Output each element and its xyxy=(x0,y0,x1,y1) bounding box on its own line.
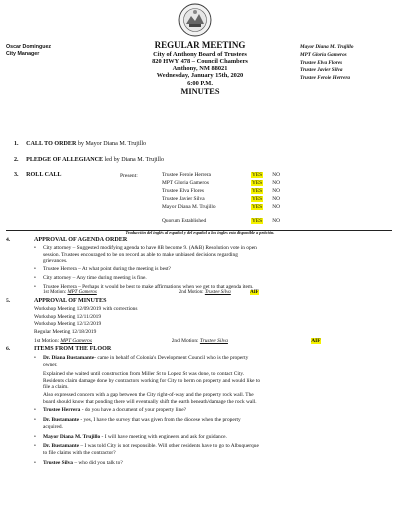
item-text: grievances. xyxy=(43,258,68,265)
section-number: 3. xyxy=(14,172,19,178)
no-mark: NO xyxy=(272,180,280,186)
roll-row xyxy=(162,172,280,180)
section-roll-call xyxy=(14,172,62,178)
city-seal-icon xyxy=(178,3,212,37)
speaker-name: Trustee Herrera xyxy=(43,407,81,413)
section-title: PLEDGE OF ALLEGIANCE xyxy=(26,157,104,163)
speaker-name: Dr. Bustamante xyxy=(43,443,80,449)
section-call-to-order xyxy=(14,141,146,147)
board-name: City of Anthony Board of Trustees xyxy=(153,50,247,58)
item-text xyxy=(43,355,248,368)
section-text: led by Diana M. Trujillo xyxy=(103,157,165,163)
quorum-row xyxy=(162,218,280,226)
board-member: MPT Gloria Gameros xyxy=(300,51,347,58)
roll-row xyxy=(162,204,280,212)
section-title: ITEMS FROM THE FLOOR xyxy=(34,346,112,352)
item-text xyxy=(43,417,241,430)
item-text xyxy=(43,434,227,441)
header-left xyxy=(6,44,51,58)
speaker-name: Trustee Silva xyxy=(43,460,73,466)
motion-result: AIF xyxy=(311,338,321,344)
header-center xyxy=(110,41,290,96)
speaker-text: came in behalf of Colonia's Development Council who is the property xyxy=(95,355,249,361)
meeting-address: 820 HWY 478 – Council Chambers xyxy=(152,57,248,65)
list-item xyxy=(43,245,257,265)
yes-mark: YES xyxy=(252,196,263,202)
item-text: Trustee Herrera – At what point during the meeting is best? xyxy=(43,266,171,272)
section-number: 6. xyxy=(6,346,11,352)
meeting-date: Wednesday, January 15th, 2020 xyxy=(156,72,244,80)
yes-mark: YES xyxy=(252,172,263,178)
list-item: Regular Meeting 12/18/2019 xyxy=(34,328,97,335)
motion-line xyxy=(34,338,321,345)
list-item: • xyxy=(34,266,36,272)
translation-note: Traducción del inglés al español y del español a los ingles esta disponible a petición. xyxy=(125,230,275,235)
list-item: • xyxy=(34,443,36,449)
speaker-name: Dr. Diana Bustamante- xyxy=(43,355,96,361)
board-member: Trustee Feroie Herrera xyxy=(300,75,350,82)
list-item: • xyxy=(34,417,36,423)
list-item: • xyxy=(34,434,36,440)
speaker-text: acquired. xyxy=(43,423,63,430)
list-item: Workshop Meeting 12/09/2019 with corrections xyxy=(34,306,138,312)
meeting-time: 6:00 P.M. xyxy=(187,79,213,87)
member-name: Trustee Javier Silva xyxy=(162,196,205,202)
speaker-text: - yes, I have the survey that was given from the diocese when the property xyxy=(79,417,241,423)
member-name: Mayor Diana M. Trujillo xyxy=(162,204,216,210)
list-item: • xyxy=(34,407,36,413)
yes-mark: YES xyxy=(252,180,263,186)
paragraph-line: board should know that ponding there will eventually shift the earth beneath/damage the rock wall. xyxy=(43,398,257,405)
item-text: Trustee Herrera – Perhaps it would be best to make affirmations when we get to that agenda item. xyxy=(43,284,254,290)
section-pledge xyxy=(14,157,164,163)
board-member: Trustee Javier Silva xyxy=(300,67,343,74)
motion-value: Trustee Silva xyxy=(199,338,228,344)
quorum-label: Quorum Established xyxy=(162,218,207,224)
section-text: by Mayor Diana M. Trujillo xyxy=(76,141,147,147)
city-manager-name: Oscar Dominguez xyxy=(6,44,52,50)
paragraph-line: Residents claim damage done by contractors working for City to berm on property and would like to xyxy=(43,377,261,384)
paragraph xyxy=(43,392,257,405)
motion-result: AIF xyxy=(250,290,259,295)
no-mark: NO xyxy=(272,204,280,210)
present-label: Present: xyxy=(120,173,138,179)
section-number: 2. xyxy=(14,157,19,163)
paragraph-line: file a claim. xyxy=(43,384,69,391)
paragraph-line: Explained she waited until construction from Miller St to Lopez St was done, to contact City. xyxy=(43,371,245,377)
motion-label: 2nd Motion: xyxy=(178,290,204,295)
section-title: CALL TO ORDER xyxy=(26,141,77,147)
list-item: • xyxy=(34,355,36,361)
motion-label: 2nd Motion: xyxy=(171,338,199,344)
item-text: session. Trustees encouraged to be on record as able to make unbiased decisions regarding xyxy=(43,251,238,258)
speaker-text: - do you have a document of your property line? xyxy=(80,407,187,413)
item-text: City attorney – Any time during meeting is fine. xyxy=(43,275,147,281)
list-item: • xyxy=(34,275,36,281)
meeting-type: REGULAR MEETING xyxy=(154,40,246,50)
yes-mark: YES xyxy=(252,204,263,210)
meeting-city: Anthony, NM 88021 xyxy=(172,65,228,73)
list-item: • xyxy=(34,460,36,466)
speaker-name: Dr. Bustamante xyxy=(43,417,80,423)
yes-mark: YES xyxy=(252,218,263,224)
speaker-text: - I will have meeting with engineers and ask for guidance. xyxy=(100,434,227,440)
motion-line xyxy=(43,290,259,297)
no-mark: NO xyxy=(272,196,280,202)
header-right xyxy=(300,44,353,83)
motion-value: MPT Gameros xyxy=(60,338,92,344)
item-text xyxy=(43,407,186,414)
roll-row xyxy=(162,188,280,196)
minutes-list xyxy=(34,306,137,336)
motion-value: Trustee Silva xyxy=(204,290,231,295)
board-member: Trustee Elva Flores xyxy=(300,59,343,66)
list-item: Workshop Meeting 12/12/2019 xyxy=(34,321,102,327)
section-number: 4. xyxy=(6,237,11,243)
speaker-text: – I was told City is not responsible. Will other residents have to go to Albuquerque xyxy=(79,443,259,449)
yes-mark: YES xyxy=(252,188,263,194)
item-text: City attorney – Suggested modifying agenda to have 8B become 9. (A&B) Resolution vote in open xyxy=(43,245,257,251)
motion-value: MPT Gameros xyxy=(67,290,97,295)
motion-label: 1st Motion: xyxy=(34,338,60,344)
item-text xyxy=(43,443,259,456)
no-mark: NO xyxy=(272,188,280,194)
speaker-name: Mayor Diana M. Trujillo xyxy=(43,434,101,440)
member-name: Trustee Elva Flores xyxy=(162,188,205,194)
section-number: 1. xyxy=(14,141,19,147)
document-title: MINUTES xyxy=(180,86,220,96)
section-number: 5. xyxy=(6,298,11,304)
section-title: ROLL CALL xyxy=(26,172,62,178)
speaker-text: owner. xyxy=(43,361,58,368)
no-mark: NO xyxy=(272,218,280,224)
paragraph xyxy=(43,371,260,391)
city-manager-title: City Manager xyxy=(6,51,40,58)
speaker-text: – who did you talk to? xyxy=(73,460,123,466)
section-title: APPROVAL OF MINUTES xyxy=(34,298,107,304)
roll-row xyxy=(162,180,280,188)
list-item: • xyxy=(34,284,36,290)
member-name: Trustee Feroie Herrera xyxy=(162,172,211,178)
item-text xyxy=(43,460,123,467)
motion-label: 1st Motion: xyxy=(43,290,67,295)
list-item: • xyxy=(34,245,36,251)
member-name: MPT Gloria Gameros xyxy=(162,180,209,186)
list-item: Workshop Meeting 12/11/2019 xyxy=(34,313,102,320)
paragraph-line: Also expressed concern with a gap between the City right-of-way and the property rock wall. The xyxy=(43,392,254,398)
section-title: APPROVAL OF AGENDA ORDER xyxy=(34,237,128,243)
speaker-text: to file claims with the contractor? xyxy=(43,449,116,456)
board-member: Mayor Diana M. Trujillo xyxy=(300,44,354,50)
roll-row xyxy=(162,196,280,204)
no-mark: NO xyxy=(272,172,280,178)
